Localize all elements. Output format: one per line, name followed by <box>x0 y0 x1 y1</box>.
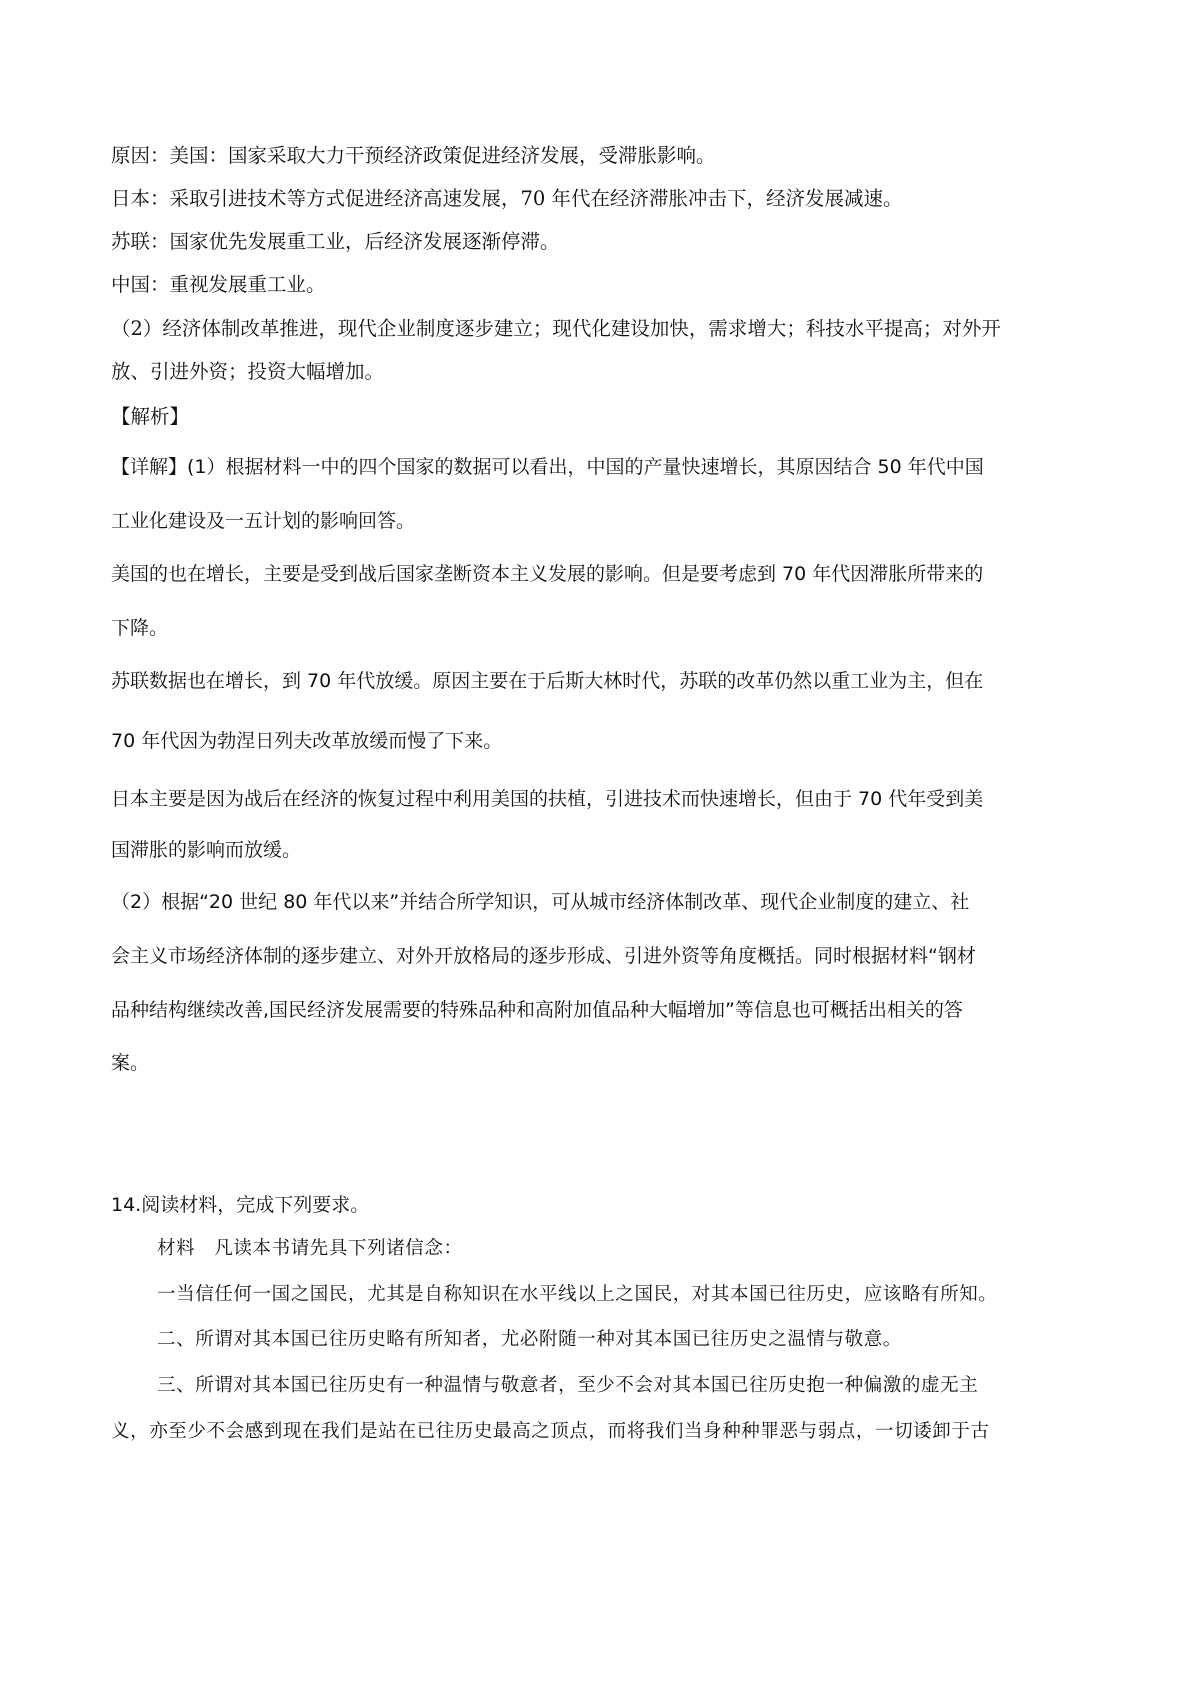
answer-ussr: 苏联：国家优先发展重工业，后经济发展逐渐停滞。 <box>111 230 560 253</box>
question14-stem: 14.阅读材料，完成下列要求。 <box>111 1194 370 1216</box>
answer-part2-line2: 放、引进外资；投资大幅增加。 <box>111 360 385 383</box>
analysis-detail1-line2: 工业化建设及一五计划的影响回答。 <box>111 510 416 532</box>
analysis-us-line2: 下降。 <box>111 617 169 639</box>
analysis-detail1-line1: 【详解】(1）根据材料一中的四个国家的数据可以看出，中国的产量快速增长，其原因结合 50 年代中国 <box>111 456 984 478</box>
analysis-heading: 【解析】 <box>111 405 190 428</box>
question14-material-intro: 材料 凡读本书请先具下列诸信念： <box>157 1238 463 1259</box>
analysis-ussr-line1: 苏联数据也在增长，到 70 年代放缓。原因主要在于后斯大林时代，苏联的改革仍然以重工业为主，但在 <box>111 670 984 692</box>
question14-item1: 一当信任何一国之国民，尤其是自称知识在水平线以上之国民，对其本国已往历史，应该略有所知。 <box>157 1284 998 1305</box>
analysis-part2-line2: 会主义市场经济体制的逐步建立、对外开放格局的逐步形成、引进外资等角度概括。同时根据材料“钢材 <box>111 945 976 967</box>
answer-reason-us: 原因：美国：国家采取大力干预经济政策促进经济发展，受滞胀影响。 <box>111 144 716 167</box>
question14-item3-line1: 三、所谓对其本国已往历史有一种温情与敬意者，至少不会对其本国已往历史抱一种偏激的虚无主 <box>157 1375 979 1396</box>
answer-part2-line1: （2）经济体制改革推进，现代企业制度逐步建立；现代化建设加快，需求增大；科技水平提高；对外开 <box>111 317 1001 340</box>
analysis-part2-line1: （2）根据“20 世纪 80 年代以来”并结合所学知识，可从城市经济体制改革、现代企业制度的建立、社 <box>111 891 970 913</box>
analysis-part2-line3: 品种结构继续改善,国民经济发展需要的特殊品种和高附加值品种大幅增加”等信息也可概括出相关的答 <box>111 999 963 1021</box>
question14-item2: 二、所谓对其本国已往历史略有所知者，尤必附随一种对其本国已往历史之温情与敬意。 <box>157 1329 902 1350</box>
answer-china: 中国：重视发展重工业。 <box>111 273 326 296</box>
analysis-japan-line2: 国滞胀的影响而放缓。 <box>111 839 302 861</box>
analysis-ussr-line2: 70 年代因为勃涅日列夫改革放缓而慢了下来。 <box>111 730 503 752</box>
question14-item3-line2: 义，亦至少不会感到现在我们是站在已往历史最高之顶点，而将我们当身种种罪恶与弱点，一切诿卸于古 <box>111 1421 990 1442</box>
answer-japan: 日本：采取引进技术等方式促进经济高速发展，70 年代在经济滞胀冲击下，经济发展减速。 <box>111 187 903 210</box>
analysis-part2-line4: 案。 <box>111 1052 150 1074</box>
analysis-us-line1: 美国的也在增长，主要是受到战后国家垄断资本主义发展的影响。但是要考虑到 70 年代因滞胀所带来的 <box>111 563 984 585</box>
analysis-japan-line1: 日本主要是因为战后在经济的恢复过程中利用美国的扶植，引进技术而快速增长，但由于 70 代年受到美 <box>111 788 984 810</box>
